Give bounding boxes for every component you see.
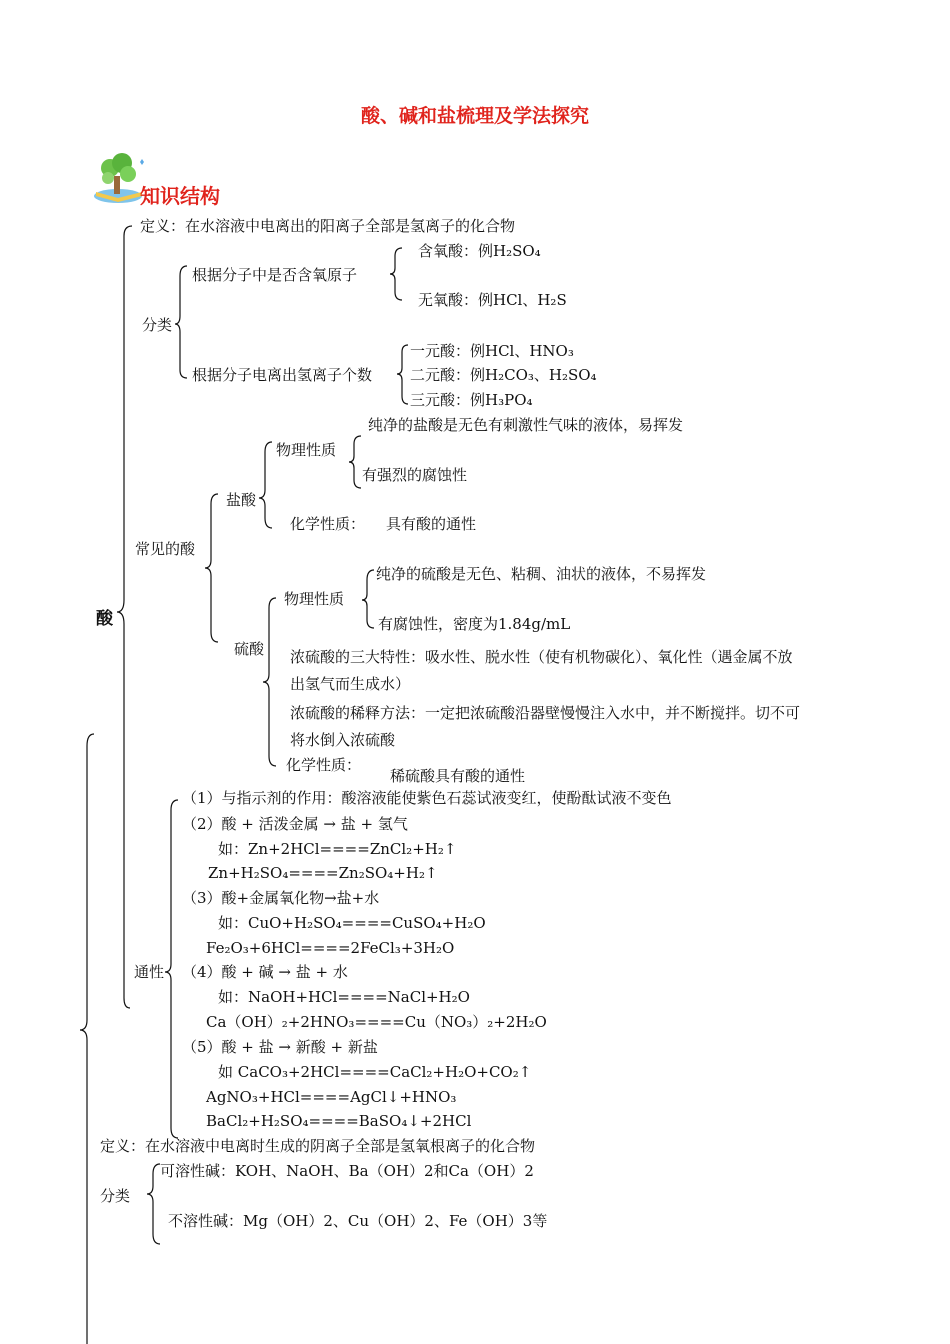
oxy-acid: 含氧酸：例H₂SO₄ bbox=[418, 242, 541, 260]
h2so4-conc-1: 浓硫酸的三大特性：吸水性、脱水性（使有机物碳化）、氧化性（遇金属不放 bbox=[290, 648, 793, 666]
gp-5: （5）酸 + 盐 → 新酸 + 新盐 bbox=[182, 1038, 378, 1056]
page-title: 酸、碱和盐梳理及学法探究 bbox=[360, 105, 589, 127]
gp-5a: 如 CaCO₃+2HCl====CaCl₂+H₂O+CO₂↑ bbox=[218, 1063, 532, 1081]
h2so4-phys-2: 有腐蚀性，密度为1.84g/mL bbox=[378, 615, 571, 633]
h2so4-phys-1: 纯净的硫酸是无色、粘稠、油状的液体，不易挥发 bbox=[376, 565, 707, 583]
gp-3b: Fe₂O₃+6HCl====2FeCl₃+3H₂O bbox=[206, 939, 455, 957]
h2so4-chem: 稀硫酸具有酸的通性 bbox=[390, 767, 526, 785]
gp-5b: AgNO₃+HCl====AgCl↓+HNO₃ bbox=[206, 1088, 457, 1106]
hcl-physical-label: 物理性质 bbox=[276, 441, 337, 459]
tri-acid: 三元酸：例H₃PO₄ bbox=[410, 391, 533, 409]
h2so4-conc-2: 出氢气而生成水） bbox=[290, 675, 411, 693]
mono-acid: 一元酸：例HCl、HNO₃ bbox=[410, 342, 574, 360]
gp-4b: Ca（OH）₂+2HNO₃====Cu（NO₃）₂+2H₂O bbox=[206, 1013, 547, 1031]
non-oxy-acid: 无氧酸：例HCl、H₂S bbox=[418, 291, 567, 309]
gp-3: （3）酸+金属氧化物→盐+水 bbox=[182, 889, 380, 907]
gp-1: （1）与指示剂的作用：酸溶液能使紫色石蕊试液变红，使酚酞试液不变色 bbox=[182, 789, 672, 807]
gp-4: （4）酸 + 碱 → 盐 + 水 bbox=[182, 963, 348, 981]
general-properties-label: 通性 bbox=[134, 963, 165, 981]
gp-2: （2）酸 + 活泼金属 → 盐 + 氢气 bbox=[182, 815, 408, 833]
base-classification-label: 分类 bbox=[100, 1187, 131, 1205]
by-oxygen: 根据分子中是否含氧原子 bbox=[192, 266, 358, 284]
h2so4-dilute-2: 将水倒入浓硫酸 bbox=[290, 731, 396, 749]
h2so4-chemical-label: 化学性质： bbox=[286, 756, 362, 774]
base-definition: 定义：在水溶液中电离时生成的阴离子全部是氢氧根离子的化合物 bbox=[100, 1137, 536, 1155]
gp-2b: Zn+H₂SO₄====Zn₂SO₄+H₂↑ bbox=[208, 864, 438, 882]
hcl-label: 盐酸 bbox=[226, 491, 257, 509]
di-acid: 二元酸：例H₂CO₃、H₂SO₄ bbox=[410, 366, 597, 384]
gp-3a: 如：CuO+H₂SO₄====CuSO₄+H₂O bbox=[218, 914, 486, 932]
gp-5c: BaCl₂+H₂SO₄====BaSO₄↓+2HCl bbox=[206, 1112, 472, 1130]
hcl-chem: 具有酸的通性 bbox=[386, 515, 477, 533]
hcl-phys-1: 纯净的盐酸是无色有刺激性气味的液体，易挥发 bbox=[368, 416, 684, 434]
gp-4a: 如：NaOH+HCl====NaCl+H₂O bbox=[218, 988, 470, 1006]
by-hydrogen: 根据分子电离出氢离子个数 bbox=[192, 366, 373, 384]
acid-root-label: 酸 bbox=[96, 609, 113, 629]
h2so4-dilute-1: 浓硫酸的稀释方法：一定把浓硫酸沿器壁慢慢注入水中，并不断搅拌。切不可 bbox=[290, 704, 801, 722]
hcl-chemical-label: 化学性质： bbox=[290, 515, 366, 533]
soluble-base: 可溶性碱：KOH、NaOH、Ba（OH）2和Ca（OH）2 bbox=[160, 1162, 534, 1180]
section-title: 知识结构 bbox=[140, 184, 220, 208]
insoluble-base: 不溶性碱：Mg（OH）2、Cu（OH）2、Fe（OH）3等 bbox=[168, 1212, 548, 1230]
h2so4-label: 硫酸 bbox=[234, 640, 265, 658]
h2so4-physical-label: 物理性质 bbox=[284, 590, 345, 608]
hcl-phys-2: 有强烈的腐蚀性 bbox=[362, 466, 468, 484]
acid-definition: 定义：在水溶液中电离出的阳离子全部是氢离子的化合物 bbox=[140, 217, 516, 235]
acid-classification-label: 分类 bbox=[142, 316, 173, 334]
common-acids-label: 常见的酸 bbox=[135, 540, 196, 558]
gp-2a: 如：Zn+2HCl====ZnCl₂+H₂↑ bbox=[218, 840, 457, 858]
